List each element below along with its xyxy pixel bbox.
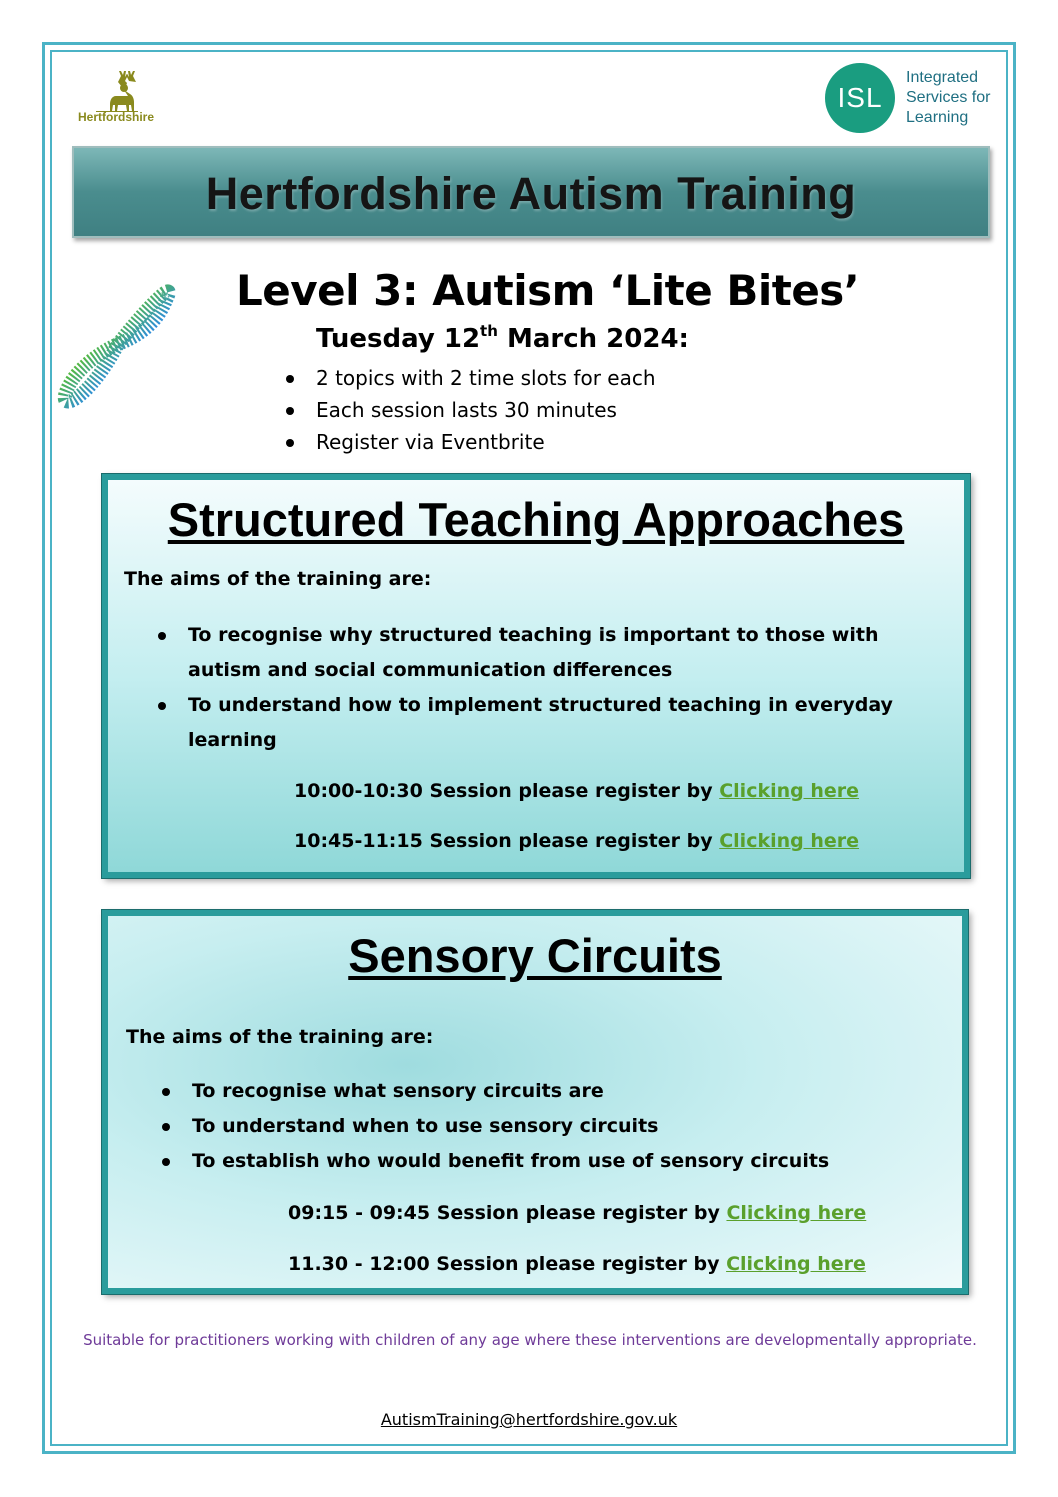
session-text: 10:00-10:30 Session please register by bbox=[294, 780, 720, 802]
event-date-month: March 2024: bbox=[497, 324, 689, 354]
intro-bullet: 2 topics with 2 time slots for each bbox=[282, 364, 656, 396]
isl-logo-circle: ISL bbox=[825, 63, 895, 133]
session-line bbox=[294, 830, 859, 852]
session-line bbox=[288, 1253, 866, 1275]
isl-line: Services for bbox=[906, 89, 991, 106]
suitability-note: Suitable for practitioners working with children of any age where these interventions are developmentally appropriate. bbox=[83, 1331, 977, 1349]
session-text: 09:15 - 09:45 Session please register by bbox=[288, 1202, 727, 1224]
isl-line: Learning bbox=[906, 109, 969, 126]
hertfordshire-logo-text: Hertfordshire bbox=[77, 110, 154, 124]
event-date-day: Tuesday 12 bbox=[316, 324, 481, 354]
hertfordshire-logo bbox=[66, 70, 166, 128]
session-text: 10:45-11:15 Session please register by bbox=[294, 830, 720, 852]
intro-bullets bbox=[282, 364, 656, 460]
session-line bbox=[294, 780, 859, 802]
register-link[interactable]: Clicking here bbox=[719, 830, 860, 852]
hart-stag-icon bbox=[66, 70, 166, 112]
aim-item: To understand when to use sensory circuits bbox=[160, 1109, 940, 1144]
session-line bbox=[288, 1202, 866, 1224]
title-banner bbox=[72, 146, 990, 238]
event-date bbox=[316, 324, 689, 354]
intro-bullet: Register via Eventbrite bbox=[282, 428, 656, 460]
section-title: Structured Teaching Approaches bbox=[167, 493, 905, 546]
contact-email-link[interactable]: AutismTraining@hertfordshire.gov.uk bbox=[380, 1410, 678, 1429]
aim-item: To understand how to implement structured teaching in everyday learning bbox=[156, 688, 946, 758]
event-date-suffix: th bbox=[480, 322, 498, 340]
neurodiversity-infinity-icon bbox=[48, 266, 188, 422]
aim-item: To establish who would benefit from use of sensory circuits bbox=[160, 1144, 940, 1179]
register-link[interactable]: Clicking here bbox=[726, 1253, 866, 1275]
aims-list bbox=[156, 618, 946, 758]
aims-label: The aims of the training are: bbox=[126, 1026, 434, 1048]
session-text: 11.30 - 12:00 Session please register by bbox=[288, 1253, 727, 1275]
aims-label: The aims of the training are: bbox=[124, 568, 432, 590]
section-structured-teaching bbox=[102, 474, 970, 878]
intro-bullet: Each session lasts 30 minutes bbox=[282, 396, 656, 428]
aim-item: To recognise why structured teaching is important to those with autism and social communication differences bbox=[156, 618, 946, 688]
level-title: Level 3: Autism ‘Lite Bites’ bbox=[236, 266, 860, 315]
section-title: Sensory Circuits bbox=[348, 929, 722, 982]
register-link[interactable]: Clicking here bbox=[719, 780, 860, 802]
contact-email-line bbox=[0, 1410, 1058, 1429]
isl-logo-text bbox=[906, 68, 1016, 128]
aims-list bbox=[160, 1074, 940, 1179]
section-sensory-circuits bbox=[102, 910, 968, 1294]
isl-line: Integrated bbox=[906, 69, 979, 86]
page-title: Hertfordshire Autism Training bbox=[205, 168, 857, 219]
register-link[interactable]: Clicking here bbox=[726, 1202, 867, 1224]
aim-item: To recognise what sensory circuits are bbox=[160, 1074, 940, 1109]
